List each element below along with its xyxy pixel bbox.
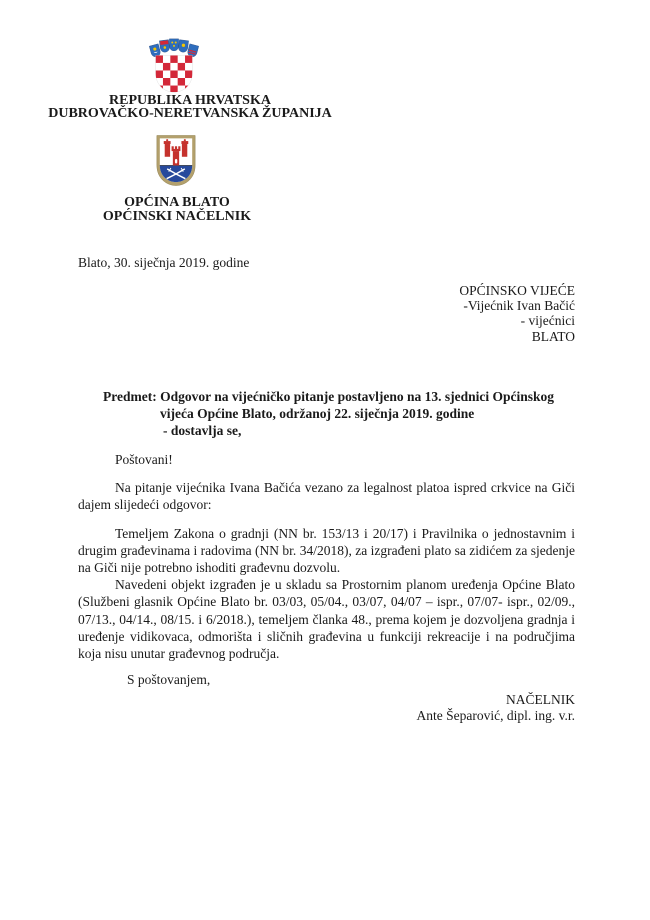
closing-line: S poštovanjem, xyxy=(127,672,211,688)
recipient-line: -Vijećnik Ivan Bačić xyxy=(463,298,575,314)
county-title: DUBROVAČKO-NERETVANSKA ŽUPANIJA xyxy=(48,106,332,121)
municipal-header xyxy=(20,134,334,223)
recipient-block xyxy=(459,283,575,344)
recipient-line: OPĆINSKO VIJEĆE xyxy=(459,283,575,298)
body-paragraph: Na pitanje vijećnika Ivana Bačića vezano za legalnost platoa ispred crkvice na Giči dajem slijedeći odgovor: xyxy=(78,480,575,513)
subject-block xyxy=(103,388,563,439)
croatia-coat-of-arms-icon xyxy=(147,37,201,94)
signature-name: Ante Šeparović, dipl. ing. v.r. xyxy=(416,707,575,723)
republic-title: REPUBLIKA HRVATSKA xyxy=(109,93,271,108)
subject-line: vijeća Općine Blato, održanoj 22. siječnja 2019. godine xyxy=(160,406,475,421)
municipality-title: OPĆINA BLATO xyxy=(124,195,230,210)
date-line: Blato, 30. siječnja 2019. godine xyxy=(78,255,250,270)
subject-line: Predmet: Odgovor na vijećničko pitanje postavljeno na 13. sjednici Općinskog xyxy=(103,389,555,404)
recipient-line: - vijećnici xyxy=(520,313,575,329)
body-paragraph: Temeljem Zakona o gradnji (NN br. 153/13 i 20/17) i Pravilnika o jednostavnim i drugim građevinama i radovima (NN br. 34/2018), za izgrađeni plato sa zidićem za sjedenje na Giči nije potrebno ishoditi građevnu dozvolu. xyxy=(78,525,575,576)
mayor-office-title: OPĆINSKI NAČELNIK xyxy=(102,208,252,224)
subject-line: - dostavlja se, xyxy=(163,423,242,438)
signature-block xyxy=(417,692,575,723)
salutation: Poštovani! xyxy=(115,452,173,467)
national-header xyxy=(25,37,355,120)
blato-coat-of-arms-icon xyxy=(155,134,197,187)
letter-body xyxy=(78,451,575,688)
recipient-line: BLATO xyxy=(531,328,575,344)
signature-title: NAČELNIK xyxy=(506,692,575,707)
body-paragraph: Navedeni objekt izgrađen je u skladu sa Prostornim planom uređenja Općine Blato (Službeni glasnik Općine Blato br. 03/03, 05/04., 03/07, 04/07 – ispr., 07/07- ispr., 02/09., 07/13., 04/14., 08/15. i 6/2018.), temeljem članka 48., prema kojem je dozvoljena gradnja i uređenje vidikovaca, odmorišta i sličnih građevina u funkciji rekreacije i na područjima koja nisu unutar građevnog područja. xyxy=(78,577,575,662)
